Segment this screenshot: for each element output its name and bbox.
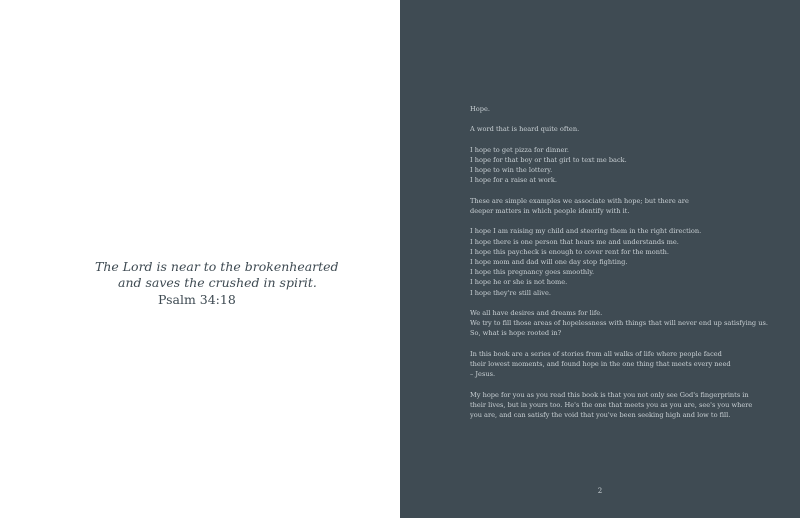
text-line: I hope they're still alive. xyxy=(470,288,551,297)
text-line: Hope. xyxy=(470,105,490,113)
text-line: We all have desires and dreams for life. xyxy=(470,308,603,317)
paragraph xyxy=(470,145,790,186)
quote-line-1: The Lord is near to the brokenhearted xyxy=(95,259,339,274)
page-number: 2 xyxy=(597,487,603,495)
body-text xyxy=(470,104,790,430)
text-line: I hope for a raise at work. xyxy=(470,176,557,185)
paragraph xyxy=(470,226,790,297)
paragraph xyxy=(470,349,790,380)
text-line: I hope to get pizza for dinner. xyxy=(470,145,569,154)
text-line: A word that is heard quite often. xyxy=(470,125,580,134)
text-line: deeper matters in which people identify with it. xyxy=(470,206,630,215)
paragraph xyxy=(470,390,790,421)
text-line: I hope there is one person that hears me and understands me. xyxy=(470,237,679,246)
paragraph xyxy=(470,196,790,216)
text-line: I hope to win the lottery. xyxy=(470,166,553,175)
text-line: I hope this paycheck is enough to cover rent for the month. xyxy=(470,247,669,256)
text-line: I hope he or she is not home. xyxy=(470,278,568,287)
text-line: – Jesus. xyxy=(470,370,496,379)
paragraph xyxy=(470,104,790,114)
text-line: I hope mom and dad will one day stop fighting. xyxy=(470,257,628,266)
quote-line-2: and saves the crushed in spirit. xyxy=(118,275,317,290)
text-line: I hope I am raising my child and steering them in the right direction. xyxy=(470,227,702,236)
right-page xyxy=(400,0,800,518)
text-line: We try to fill those areas of hopelessness with things that will never end up satisfying us. xyxy=(470,319,768,328)
text-line: My hope for you as you read this book is that you not only see God's fingerprints in xyxy=(470,390,749,399)
text-line: their lowest moments, and found hope in the one thing that meets every need xyxy=(470,359,731,368)
text-line: I hope this pregnancy goes smoothly. xyxy=(470,268,595,277)
paragraph xyxy=(470,308,790,339)
text-line: you are, and can satisfy the void that you've been seeking high and low to fill. xyxy=(470,410,731,419)
scripture-quote xyxy=(0,259,400,308)
text-line: In this book are a series of stories from all walks of life where people faced xyxy=(470,349,722,358)
paragraph xyxy=(470,124,790,134)
scripture-reference: Psalm 34:18 xyxy=(158,292,236,307)
text-line: their lives, but in yours too. He's the one that meets you as you are, see's you where xyxy=(470,400,753,409)
text-line: I hope for that boy or that girl to text me back. xyxy=(470,155,627,164)
text-line: So, what is hope rooted in? xyxy=(470,329,562,338)
text-line: These are simple examples we associate with hope; but there are xyxy=(470,196,689,205)
